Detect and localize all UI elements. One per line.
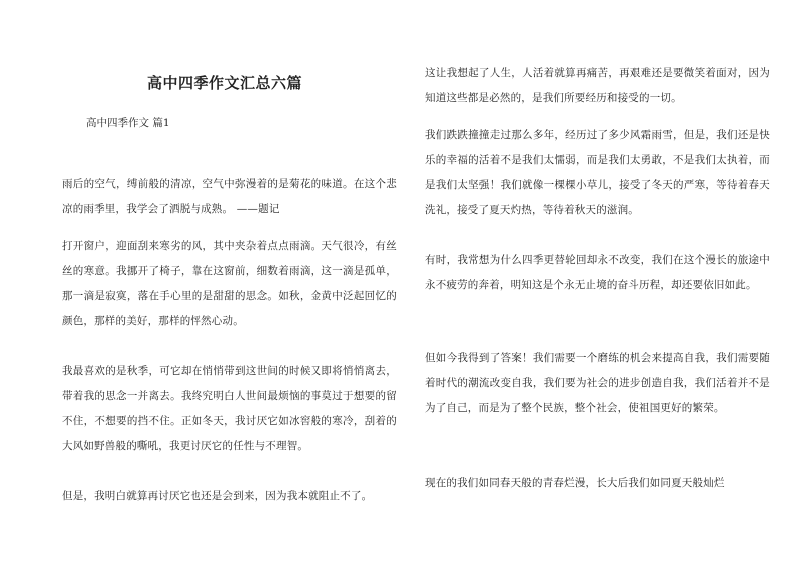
right-paragraph-2: 我们跌跌撞撞走过那么多年，经历过了多少风霜雨雪，但是，我们还是快乐的幸福的活着不是我们太懦弱，而是我们太勇敢，不是我们太执着，而是我们太坚强！我们就像一棵棵小草儿，接受了冬天的严寒，等待着春天洗礼，接受了夏天灼热，等待着秋天的滋润。 [425, 129, 770, 216]
left-paragraph-4: 但是，我明白就算再讨厌它也还是会到来，因为我本就阻止不了。 [62, 490, 373, 502]
right-paragraph-5: 现在的我们如同春天般的青春烂漫，长大后我们如同夏天般灿烂 [425, 477, 725, 489]
left-paragraph-3: 我最喜欢的是秋季，可它却在悄悄带到这世间的时候又即将悄悄离去，带着我的思念一并离去。我终究明白人世间最烦恼的事莫过于想要的留不住，不想要的挡不住。正如冬天，我讨厌它如冰窖般的寒冷，刮着的大风如野兽般的嘶吼，我更讨厌它的任性与不理智。 [62, 365, 397, 452]
left-paragraph-1: 雨后的空气，缚前般的清凉，空气中弥漫着的是菊花的味道。在这个悲凉的雨季里，我学会了洒脱与成熟。 ——题记 [62, 178, 397, 215]
right-paragraph-4: 但如今我得到了答案！我们需要一个磨练的机会来提高自我，我们需要随着时代的潮流改变自我，我们要为社会的进步创造自我，我们活着并不是为了自己，而是为了整个民族，整个社会，使祖国更好的繁荣。 [425, 352, 770, 414]
document-title: 高中四季作文汇总六篇 [147, 74, 303, 92]
right-paragraph-1: 这让我想起了人生，人活着就算再痛苦，再艰难还是要微笑着面对，因为知道这些都是必然的，是我们所要经历和接受的一切。 [425, 67, 770, 104]
right-paragraph-3: 有时，我常想为什么四季更替轮回却永不改变，我们在这个漫长的旅途中永不疲劳的奔着，明知这是个永无止境的奋斗历程，却还要依旧如此。 [425, 254, 770, 291]
left-paragraph-2: 打开窗户，迎面刮来寒劣的风，其中夹杂着点点雨滴。天气很冷，有丝丝的寒意。我挪开了椅子，靠在这窗前，细数着雨滴，这一滴是孤单，那一滴是寂寞，落在手心里的是甜甜的思念。如秋，金黄中泛起回忆的颜色，那样的美好，那样的怦然心动。 [62, 240, 397, 327]
document-subtitle: 高中四季作文 篇1 [86, 117, 170, 129]
